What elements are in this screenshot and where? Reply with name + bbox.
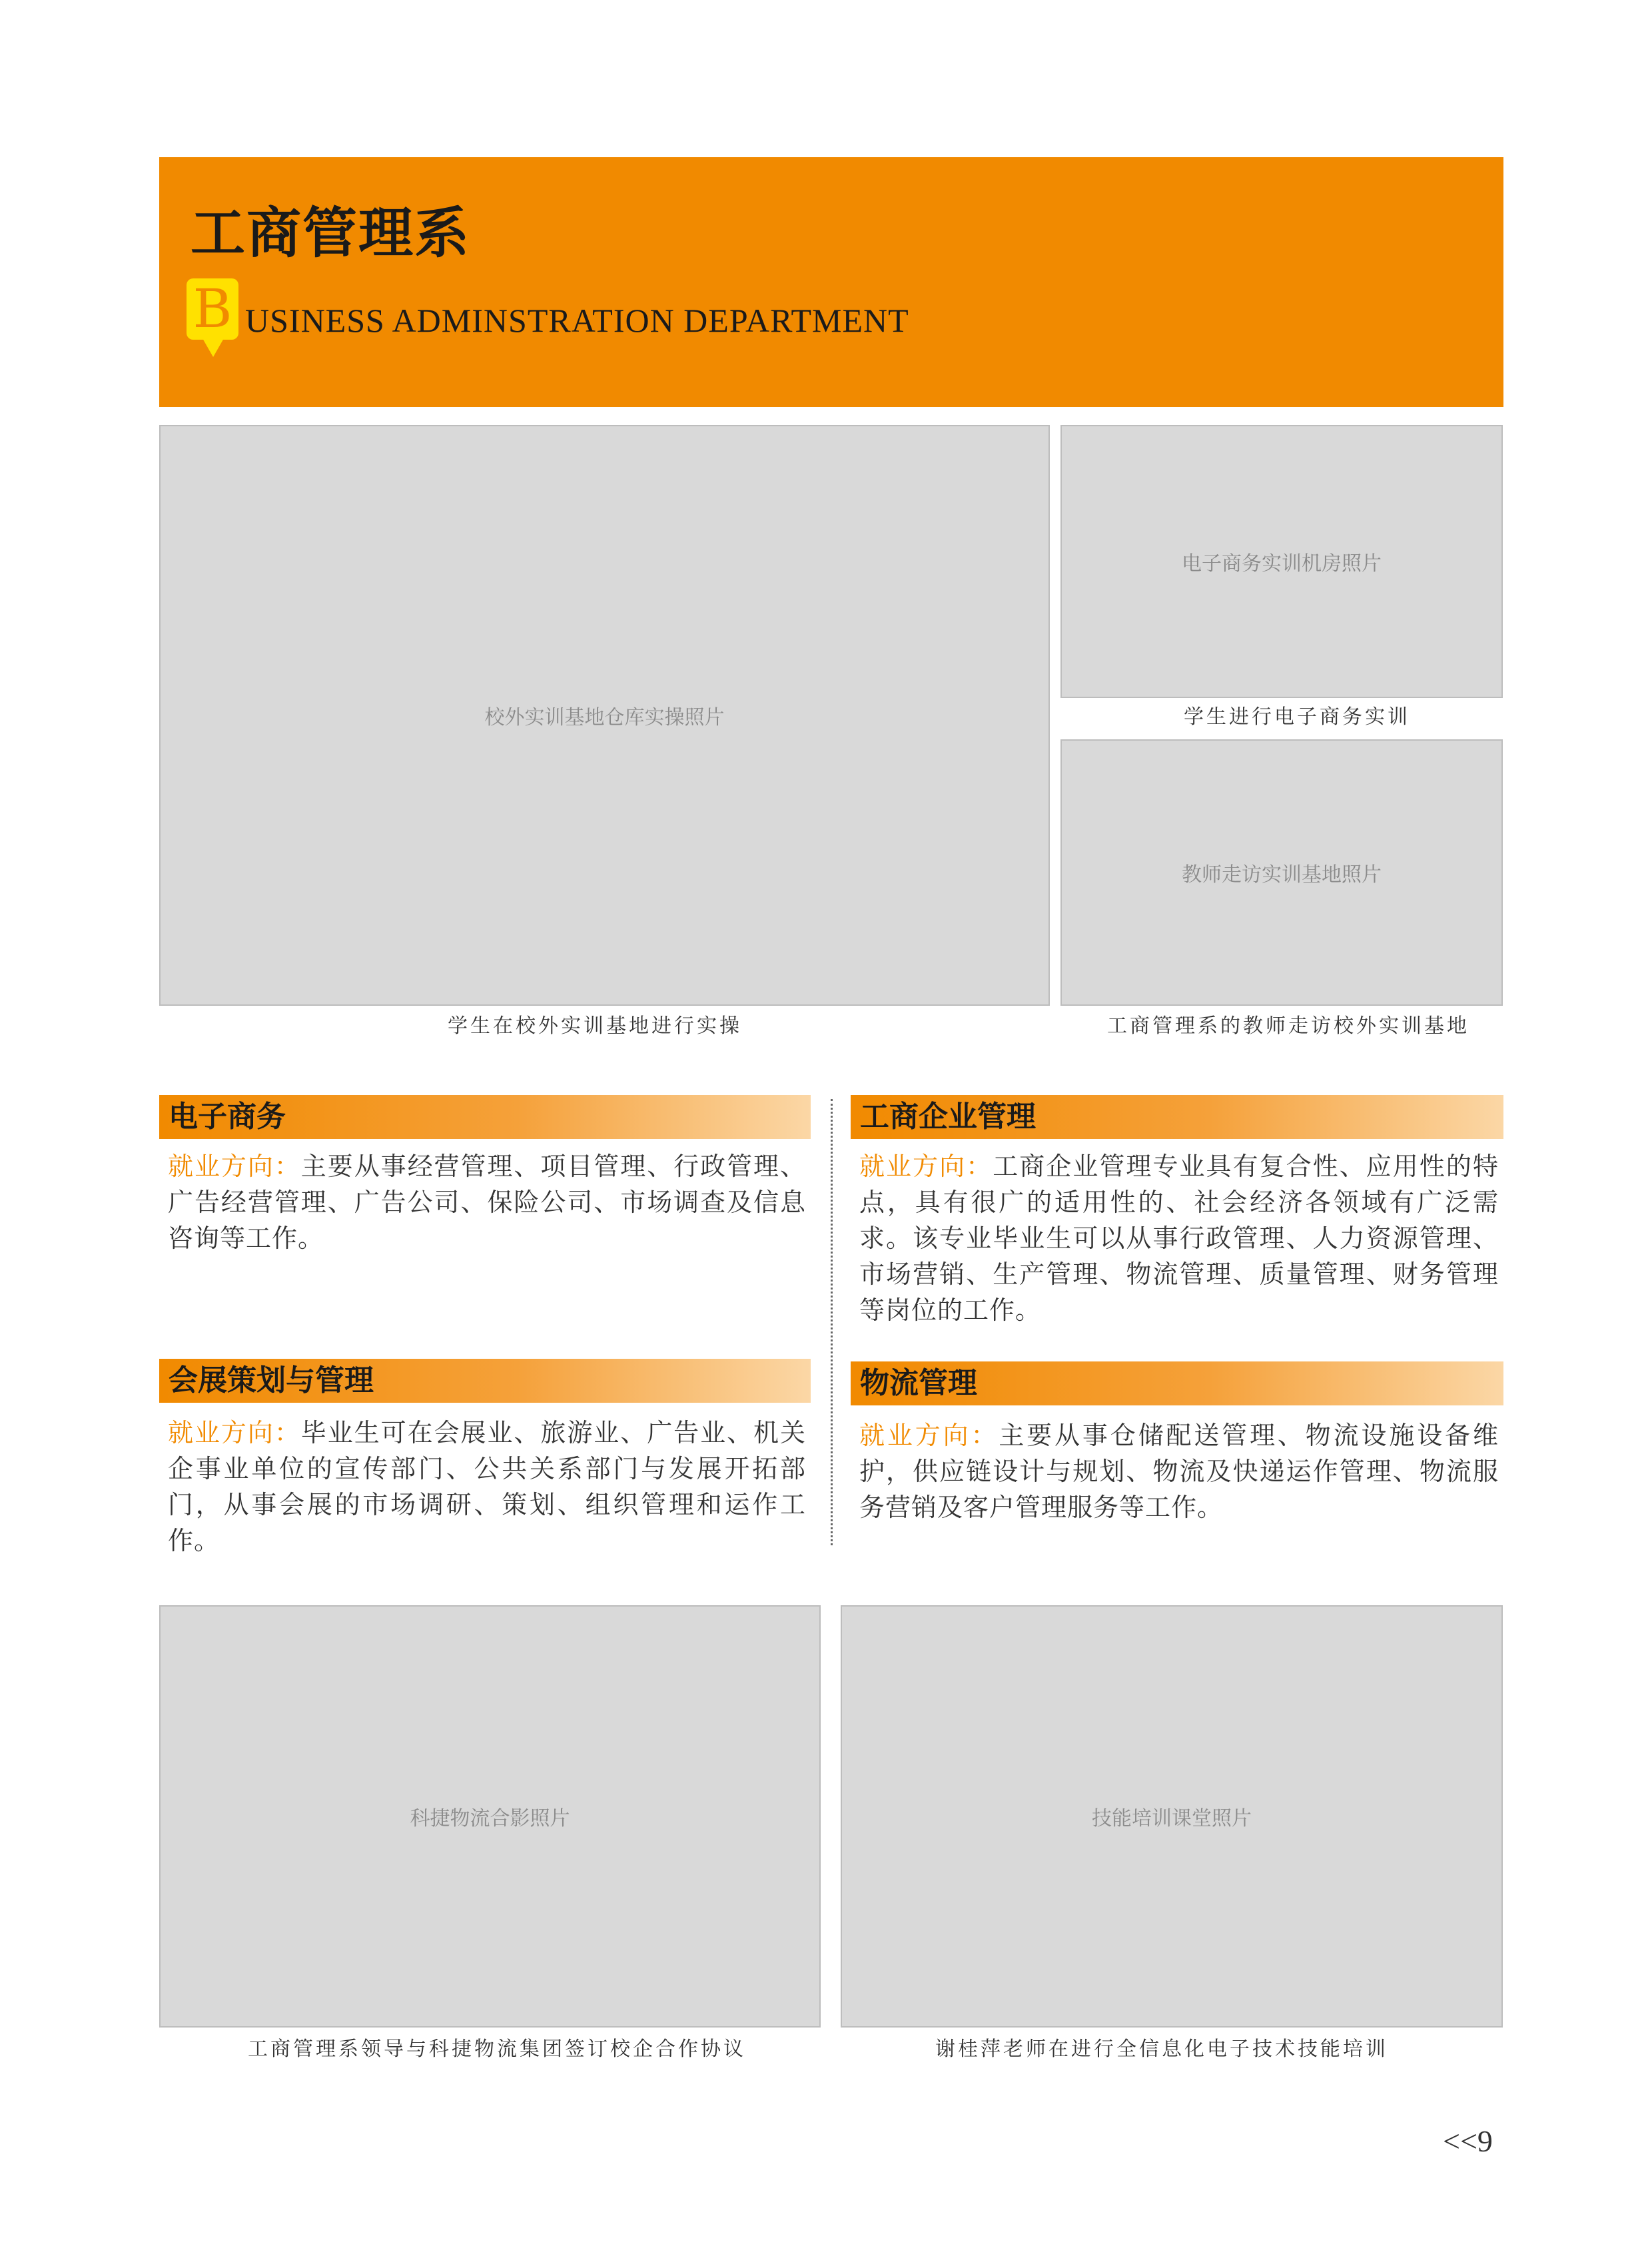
section-body-business-mgmt xyxy=(859,1148,1499,1328)
photo-signing: 科捷物流合影照片 xyxy=(159,1605,821,2028)
badge-letter: B xyxy=(193,278,232,340)
section-body-exhibition xyxy=(168,1415,806,1559)
section-title-exhibition: 会展策划与管理 xyxy=(169,1363,374,1397)
photo-warehouse: 校外实训基地仓库实操照片 xyxy=(159,425,1050,1006)
caption-teacher-visit: 工商管理系的教师走访校外实训基地 xyxy=(1107,1014,1469,1038)
photo-training: 技能培训课堂照片 xyxy=(841,1605,1503,2028)
section-body-ecommerce xyxy=(168,1148,806,1256)
lead-ecommerce: 就业方向： xyxy=(168,1152,301,1181)
lead-exhibition: 就业方向： xyxy=(168,1418,301,1447)
caption-training: 谢桂萍老师在进行全信息化电子技术技能培训 xyxy=(935,2038,1388,2061)
text-logistics: 主要从事仓储配送管理、物流设施设备维护，供应链设计与规划、物流及快递运作管理、物流服务营销及客户管理服务等工作。 xyxy=(859,1421,1499,1522)
caption-computer-lab: 学生进行电子商务实训 xyxy=(1184,705,1410,729)
section-header-logistics xyxy=(851,1361,1503,1405)
section-body-logistics xyxy=(859,1417,1499,1525)
section-header-business-mgmt xyxy=(851,1095,1503,1139)
lead-logistics: 就业方向： xyxy=(859,1421,999,1450)
section-header-ecommerce xyxy=(159,1095,811,1139)
photo-computer-lab: 电子商务实训机房照片 xyxy=(1060,425,1503,698)
text-business-mgmt: 工商企业管理专业具有复合性、应用性的特点，具有很广的适用性的、社会经济各领域有广泛需求。该专业毕业生可以从事行政管理、人力资源管理、市场营销、生产管理、物流管理、质量管理、财务管理等岗位的工作。 xyxy=(859,1152,1499,1325)
photo-teacher-visit: 教师走访实训基地照片 xyxy=(1060,739,1503,1006)
header-band xyxy=(159,157,1503,407)
section-header-exhibition xyxy=(159,1359,811,1403)
caption-signing: 工商管理系领导与科捷物流集团签订校企合作协议 xyxy=(248,2038,746,2061)
column-divider xyxy=(831,1099,833,1545)
page-number: <<9 xyxy=(1443,2124,1493,2158)
department-title-en: USINESS ADMINSTRATION DEPARTMENT xyxy=(245,302,909,339)
b-letter-badge-icon xyxy=(187,278,238,340)
section-title-ecommerce: 电子商务 xyxy=(169,1100,286,1134)
text-exhibition: 毕业生可在会展业、旅游业、广告业、机关企事业单位的宣传部门、公共关系部门与发展开拓部门，从事会展的市场调研、策划、组织管理和运作工作。 xyxy=(168,1418,806,1555)
section-title-logistics: 物流管理 xyxy=(860,1366,977,1400)
section-title-business-mgmt: 工商企业管理 xyxy=(860,1100,1036,1134)
lead-business-mgmt: 就业方向： xyxy=(859,1152,993,1181)
text-ecommerce: 主要从事经营管理、项目管理、行政管理、广告经营管理、广告公司、保险公司、市场调查及信息咨询等工作。 xyxy=(168,1152,806,1253)
caption-warehouse: 学生在校外实训基地进行实操 xyxy=(448,1014,742,1038)
department-title-cn: 工商管理系 xyxy=(191,202,471,265)
